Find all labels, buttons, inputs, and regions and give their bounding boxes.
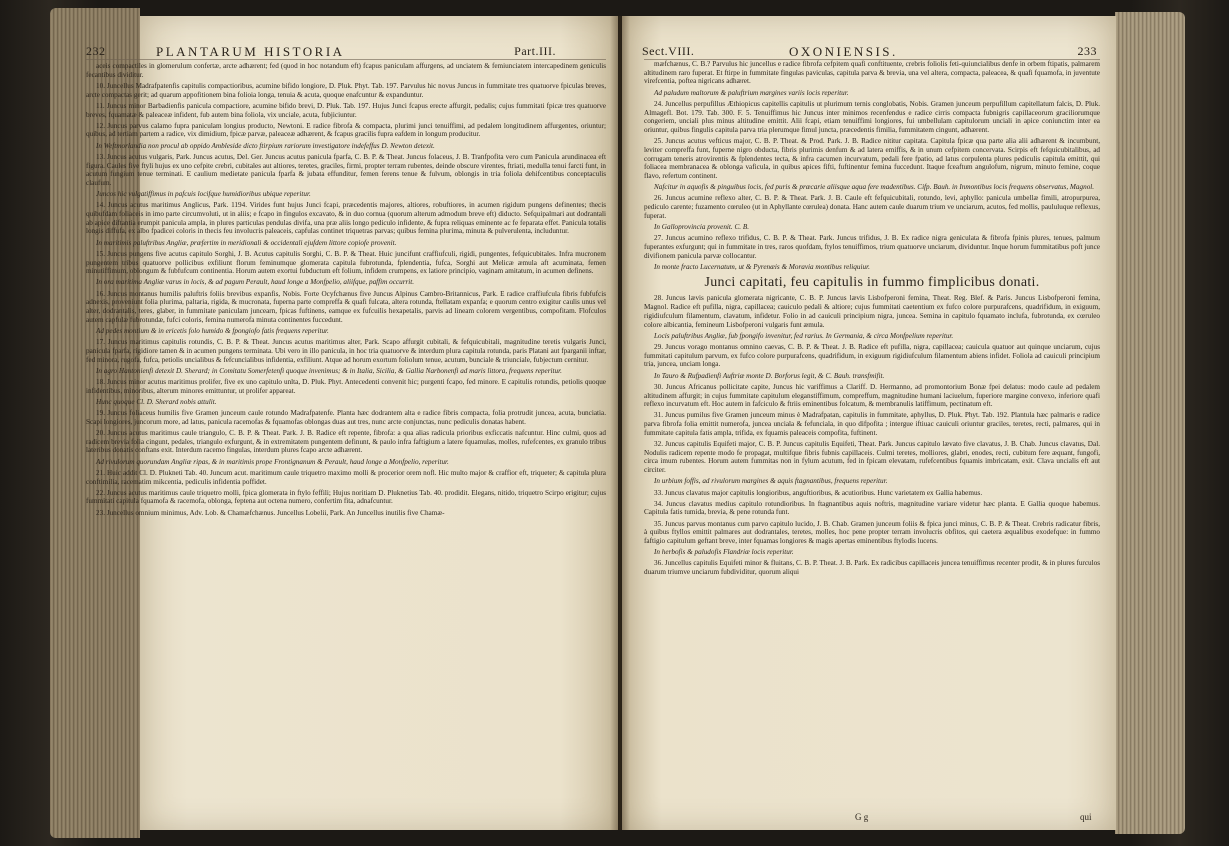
paragraph: 14. Juncus acutus maritimus Anglicus, Park. 1194. Virides funt hujus Junci fcapi, præcedentis majores, altiores, robuftiores, in acumen rigidum pungens definentes; thecis quibufdam foliaceis in imo parte circumvoluti, ut in aliis; e fcapo in fingulos excavato, & in duo cornua (quorum alterum admodum breve eft) diducto. Sefquipalmari aut dodrantali ab apice diftantia erumpit panicula ampla, in plures particulas pendulas divifa, una præ aliis longo pediculo infidente, & fupra reliquas eminente ac fe feparata effet. Panicula totalis longis diffufa, ex albo fpadicei coloris in thecis feu involucris paleaceis, capfulas continet triquetras parvas; quibus femina plurima, minuta & pulverulenta, includuntur. xyxy=(86,201,606,236)
right-running-title: OXONIENSIS. xyxy=(789,44,898,59)
paragraph: 30. Juncus Africanus pollicitate capite, Juncus hic variffimus a Clariff. D. Hermanno, ad promontorium Bonæ fpei delatus: modo caule ad pedalem altitudinem affurgit; in cujus fummitate capitulum eleganstiffimum, compreffum, magnitudine humani laciuelum, fuperiore margine convexo, inferiore quafi reflexo incurvatum eft. Hoc autem in fafciculo & ftriis eminentibus folcatum, & membranulis latiffimum, pectinatum eft. xyxy=(644,382,1100,409)
paragraph: 17. Juncus maritimus capitulis rotundis, C. B. P. & Theat. Juncus acutus maritimus alter, Park. Scapo affurgit cubitali, & fefquicubitali, magnitudine teretis vulgaris Junci, panicula fparfa, rigidiore tamen & in acumen pungens terminata. Ubi vero in illo panicula, in hoc tria quatuorve & interdum plura capitula rotunda, paris Platani aut fparganii inftar, fed minora, rugofa, fufca, petiolis uncialibus & fefcuncialibus infidentia, exfiliunt. Atque ad horum exortum foliolum tenue, acutum, bunciale & triunciale, fubjectum cernitur. xyxy=(86,338,606,364)
part-label: Part.III. xyxy=(514,44,556,58)
left-page-number: 232 xyxy=(86,44,106,58)
paragraph: 33. Juncus clavatus major capitulis longioribus, anguftioribus, & acutioribus. Hunc varietatem ex Gallia habemus. xyxy=(654,488,983,497)
paragraph: 19. Juncus foliaceus humilis five Gramen junceum caule rotundo Madrafpatenfe. Planta hæc dodrantem alta e radice fibris compacta, folia protrudit juncea, acuta, bunciatia. Scapi longiores, juncorum more, ad latus, panicula racemofas & fquamofas oblongas duas aut tres, nunc arcte conjunctas, nunc pediculis donatas habent. xyxy=(86,409,606,426)
paragraph: 36. Juncellus capitulis Equifeti minor & fluitans, C. B. P. Theat. J. B. Park. Ex radicibus capillaceis juncea tenuiffimus recenter prodit, & in plures furculos duarum triumve unciarum fubdividitur, quorum aliqui xyxy=(644,559,1100,577)
paragraph: 23. Juncellus omnium minimus, Adv. Lob. & Chamæfchænus. Juncellus Lobelii, Park. An Juncellus inutilis five Chamæ- xyxy=(96,508,445,517)
section-heading: Junci capitati, feu capitulis in fummo fimplicibus donati. xyxy=(704,274,1040,290)
paragraph: In agro Hantonienfi detexit D. Sherard; in Comitatu Somerfetenfi quoque invenimus; & in Italia, Sicilia, & Gallia Narbonenfi ad maris littora, frequens reperitur. xyxy=(96,366,562,375)
section-label: Sect.VIII. xyxy=(642,44,695,58)
paragraph: 24. Juncellus perpufillus Æthiopicus capitellis capitulis ut plurimum ternis conglobatis, Nobis. Gramen junceum perpufillum capitellatum falcis, D. Pluk. Almagefl. Bot. 179. Tab. 300. F. 5. Tenuiffimus hic Juncus inter minimos recenfendus e radice cirris compacta fubnigris capillaceorum graciliorumque congeriem, unciali plus minus altitudine emittit. Alii fcapi, etiam tenuiffimi longiores, fui umbellulam capitulorum unciali in apice coniunctim inter ea oriuntur, quibus fingulis capitula parva tria plerumque fimul juncta, præcedentis fimilia, fummitatem cingunt, adhærent. xyxy=(644,99,1100,134)
paragraph: 21. Huic addit Cl. D. Plukneti Tab. 40. Juncum acut. maritimum caule triquetro maximo molli & procerior orem nofl. Hic multo major & craffior eft, triqueter; & capitula plura conftimilia, racematim mikcentia, pediculis infidentia poffidet. xyxy=(86,468,606,486)
paragraph: 31. Juncus pumilus five Gramen junceum minus è Madrafpatan, capitulis in fummitate, aphyllus, D. Pluk. Phyt. Tab. 192. Plantula hæc palmaris e radice parva fibrofa folia emittit numerofa, juncea unciala & fefunciala, in quo difpofita ; intergue iftiuac cauiculi oriuntur graciles, teretes, recti, palmares, qui in fummitate capitula fatis ampla, trifida, ex fquamis paleaceis compofita, fuftinent. xyxy=(644,411,1100,437)
paragraph: Ad pedes montium & in ericetis folo humido & fpongiofo fatis frequens reperitur. xyxy=(96,326,329,335)
paragraph: 11. Juncus minor Barbadienfis panicula compactiore, acumine bifido brevi, D. Pluk. Tab. 197. Hujus Junci fcapus erecte affurgit, pedalis; cujus fummitati fpicæ tres quatuorve breves, fquamatæ & paleaceæ infident, fub autem bina foliola, vix unciale, acuta, fubjiciuntur. xyxy=(86,101,606,119)
paragraph: 34. Juncus clavatus medius capitulo rotundioribus. In ftagnantibus aquis noftris, magnitudine variare videtur hæc planta. E Gallia quoque habemus. Capitula fatis tumida, brevia, & pene rotunda funt. xyxy=(644,499,1100,517)
paragraph: 15. Juncus pungens five acutus capitulo Sorghi, J. B. Acutus capitulis Sorghi, C. B. P. & Theat. Huic juncifunt craffiufculi, rigidi, pungentes, fefquicubitales. Infra mucronem pungentem tribus quatuorve pollicibus exfiliunt florum feminumque glomerata capitula fubrotunda, fplendentia, fufca, Sorghi aut Melicæ æmula aft acuminata, femen minutiffimum, oblongum & fubfufcum continentia. Horum autem exortui fubductum eft folium, infidem crumpens, ex latiore principio, vaginam amitatum, in acumen definens. xyxy=(86,249,606,276)
right-page-edges xyxy=(1115,12,1185,834)
paragraph: 32. Juncus capitulis Equifeti major, C. B. P. Juncus capitulis Equifeti, Theat. Park. Juncus capitulo lævato five clavatus, J. B. Chab. Juncus clavatus, Dal. Nodulis radicem repente modo fe propagat, multifque fibris fubnis capillaceis. Culmi teretes, molliores, glabri, enodes, recti, cubitum fere æquant, fungofi, circa imum rubentes. Horum autem fummitas non in fylum acutum, fed in fpicam elevatam, rufefcentibus fquamis imbricatam, exit. Clava uncialis eft aut circiter. xyxy=(644,440,1100,475)
paragraph: Hunc quoque Cl. D. Sherard nobis attulit. xyxy=(96,397,217,406)
paragraph: In Galloprovincia provenit. C. B. xyxy=(654,222,750,231)
paragraph: In Tauro & Rufpadienfi Auftriæ monte D. Borforus legit, & C. Bauh. transfmifit. xyxy=(654,371,885,380)
right-text-column xyxy=(644,60,1100,820)
paragraph: 26. Juncus acumine reflexo alter, C. B. P. & Theat. Park. J. B. Caule eft fefquicubitali, rotundo, levi, aphyllo: panicula umbellæ fimili, atropurpurea, pediculo carente; fuzamento cœruleo (ut in Aphyllante cœrulea) donata. Hanc autem caule duarum trium ve unciarum, acutos, fed mollis, paululuque reflexus, fuperat. xyxy=(644,194,1100,220)
paragraph: In Weftmorlandia non procul ab oppido Ambleside dicto ftirpium rariorum investigatore indefeffus D. Newton detexit. xyxy=(96,141,435,150)
book-gutter xyxy=(610,16,630,830)
paragraph: 28. Juncus lævis panicula glomerata nigricante, C. B. P. Juncus lævis Lisbofperoni femina, Theat. Reg. Blef. & Paris. Juncus Lisbofperoni femina, Magnol. Radice eft pufilla, nigra, capillacea; cauiculo pedali & altiore; cujus fummitati caetentium ex fufco colore purpurafcens, quadrifidum, in exiguum, rigidiufculum filamentum, clavatum, infidetur. Folio in ad cauiculi principium nigra, juncea. Semina in capitulo fquamato inclufa, fubrotunda, ex cœruleo colore albicantia, femineum Lisbofperoni vulgaris funt æmula. xyxy=(644,294,1100,329)
paragraph: 10. Juncellus Madrafpatenfis capitulis compactioribus, acumine bifido longiore, D. Pluk. Phyt. Tab. 197. Parvulus hic novus Juncus in fummitate tres quatuorve fpiculas breves, arcte compactas gerit; ad quarum appofitionem bina folioia longa, tenuia & acuta, quoque enafcuntur & expanduntur. xyxy=(86,81,606,99)
paragraph: 12. Juncus parvus calamo fupra paniculam longius producto, Newtoni. E radice fibrofa & compacta, plurimi junci tenuiffimi, ad pedalem longitudinem affurgentes, oriuntur; quibus, ad tertiam partem a radice, vix dimidium, fpicæ parvæ, paleaceæ adhærent, & fcapus gracilis fupra eafdem in longum producitur. xyxy=(86,121,606,139)
paragraph: 18. Juncus minor acutus maritimus prolifer, five ex uno capitulo unlta, D. Pluk. Phyt. Antecedenti convenit hic; purgenti fcapo, fed minore. E capitulis rotundis, petiolis quoque infidentibus, minoribus, alterum minores emittuntur, ut prolifer appareat. xyxy=(86,378,606,395)
signature-mark: G g xyxy=(855,812,869,822)
paragraph: 20. Juncus acutus maritimus caule triangulo, C. B. P. & Theat. Park. J. B. Radice eft repente, fibrofa: a qua alias radicula prioribus exficcatis nafcuntur. Hinc culmi, quos ad radicem brevia folia cingunt, pedales, triangulo exfurgunt, & in extremitatem pungentem definunt, & paulo infra faftigium a latere fquamulas, molles, rufefcentes, ex granulo tribus lateribus donatis conftans exit. Interdum racemo fingulas, interdum plures fcapo arcte adhærent. xyxy=(86,429,606,455)
paragraph: In herbofis & paludofis Flandriæ locis reperitur. xyxy=(654,548,794,557)
paragraph: 13. Juncus acutus vulgaris, Park. Juncus acutus, Del. Ger. Juncus acutus panicula fparfa, C. B. P. & Theat. Juncus folaceus, J. B. Tranfpofita vero cum Panicula arundinacea eft figura. Caules five ftyli hujus ex uno cefpite crebri, cubitales aut altiores, teretes, graciles, firmi, propter terram rubentes, deinde obscure virentes, ftriati, medulla tenui farcti funt, in acutum fungium tenue terminati. E caulium medietate panicula fparfa & jubata effunditur, femen ferens tenue & fulvum, oblongis in tria foliola dehifcentibus conceptaculis claufum. xyxy=(86,152,606,187)
paragraph: 27. Juncus acumino reflexo trifidus, C. B. P. & Theat. Park. Juncus trifidus, J. B. Ex radice nigra geniculata & fibrofa fpinis plures, tenues, palmum fuperantes exfurgunt; qui in fummitate in tres, raros quofdam, ftylos tenuiffimos, trium quatuorve unciarum, dividuntur. Inque horum fummitatibus poft junce divifionem panicula parvæ collocantur. xyxy=(644,234,1100,260)
paragraph: Ad paludum maltorum & paluftrium margines variis locis reperitur. xyxy=(654,88,849,97)
paragraph: 29. Juncus vorago montanus omnino caevas, C. B. P. & Theat. J. B. Radice eft pufilla, nigra, capillacea; cauicula quatuor aut quinque unciarum, cujus fummitati capitulum parvum, ex fufco colore purpurafcens, quadrifidum, in exiguum rigidiufculum filamentum abiens infidet. Foliola ad cauiculi principium tria, juncea, unciam longa. xyxy=(644,342,1100,369)
paragraph: mæfchænus, C. B.? Parvulus hic juncellus e radice fibrofa cefpitem quafi conftituente, crebris foliolis feti-quiuncialibus denfe in orbem ftipatis, palmarem altitudinem raro fuperat. Et ftirpe in fummitate fingulas paviculas, capitula parva & brevia, una vel altera, compacta, paleacea, & quafi fquamofa, in juventute virefcentia, poftea nigricans adhæret. xyxy=(644,60,1100,86)
catchword: qui xyxy=(1080,812,1092,822)
paragraph: Nafcitur in aquofis & pinguibus locis, fed puris & præcarie aliisque aqua fere madentibus. Cifp. Bauh. in Inmontibus locis frequens observatus, Magnol. xyxy=(654,183,1095,192)
left-running-title: PLANTARUM HISTORIA xyxy=(156,44,345,59)
paragraph: 16. Juncus montanus humilis paluftris foliis brevibus expanfis, Nobis. Forte Ocyfchænus five Juncus Alpinus Cambro-Britannicus, Park. E radice craffiufcula fibris fubfufcis adnexis, proveniunt folia plurima, paltaria, rigida, & mucronata, fuperna parte compreffa & quafi fulcata, altera rotunda, ftellatam expanfa; e quorum centro exigitur caulis unus vel alter, dodrantalis, teres, glaber, in fummitate paniculam juncearn, fpicas fuftinens, eamque ex fufcuilis hexapetalis, parvis ad lineam colorem vergentibus, compofitam. Flofculos autem capfulæ fubrotundæ, fufci coloris, femina numerofa minuta continentes fuccedunt. xyxy=(86,289,606,324)
paragraph: 25. Juncus acutus vefticus major, C. B. P. Theat. & Prod. Park. J. B. Radice nititur capitata. Capitula fpicæ qua parte alia alii adhærent & incumbunt, leviter compreffa funt, fuperne nigro obducta, fibris plurimis denfum & ad latera emiffis, & in unum cefpitem concervata. Scirpis eft fefquicubitalibus, ad corrugam teneris atrovirentis & fplendentes tecta, & infra cacumen incurvatum, pedali fere fpatio, ad latus corpulenta plures pediculis capitula emittit, qui foliacea membranacea & oblonga vaficula, in quibus apices fifti, fuftinentur femina fuccedunt. Itaque fceaftum angulofum, nigrum, minuto femine, coque flavo, refertum continent. xyxy=(644,137,1100,180)
left-text-column xyxy=(86,62,606,822)
left-head-rule xyxy=(86,59,606,60)
paragraph: aceis compactiles in glomerulum confertæ, arcte adhærent; fed (quod in hoc notandum eft) fcapus paniculam affurgens, ad unciatem & femiunciatem intercapedinem geniculis fecantibus dividitur. xyxy=(86,62,606,79)
paragraph: Juncos hic vulgatiffimus in pafcuis locifque humidioribus ubique reperitur. xyxy=(96,190,311,199)
paragraph: In monte fracto Lucernatum, ut & Pyrenæis & Moravia montibus reliquiur. xyxy=(654,262,870,271)
paragraph: 35. Juncus parvus montanus cum parvo capitulo lucido, J. B. Chab. Gramen junceum foliis & fpica junci minus, C. B. P. & Theat. Crebris radicatur fibris, à quibus ftyllos emittit palmares aut dodrantales, teretes, molles, hoc pene propter terram involucris obfitos, qui caetera æqualibus exodefque: in fummo faftigio capitulum geftant breve, inter fquamas longiores & magis apertas eminentibus ftylodis lucens. xyxy=(644,519,1100,546)
paragraph: Ad rivulorum quorundam Angliæ ripas, & in maritimis prope Frontignanum & Perault, haud longe a Monfpelio, reperitur. xyxy=(96,457,449,466)
paragraph: In urbium foffis, ad rivulorum margines & aquis ftagnantibus, frequens reperitur. xyxy=(654,477,888,486)
paragraph: In maritimis paluftribus Angliæ, præfertim in meridionali & occidentali ejufdem littore copiofe provenit. xyxy=(96,238,397,247)
paragraph: Locis paluftribus Angliæ, fub fpongifo invenitur, fed rarius. In Germania, & circa Monfpelium reperitur. xyxy=(654,331,954,340)
right-page-number: 233 xyxy=(1077,44,1097,58)
paragraph: 22. Juncus acutus maritimus caule triquetro molli, fpica glomerata in ftylo feffili; Hujus noritiam D. Pluknetius Tab. 40. prodidit. Elegans, nitido, triquetro Scirpo erigitur; cujus fummitati capitula fquamofa & racemofa, oblonga, feptena aut octena numero, confertim fita, adnafcuntur. xyxy=(86,488,606,506)
paragraph: In ora maritima Angliæ varus in locis, & ad pagum Perault, haud longe a Monfpelio, aliifque, paffim occurrit. xyxy=(96,278,415,287)
